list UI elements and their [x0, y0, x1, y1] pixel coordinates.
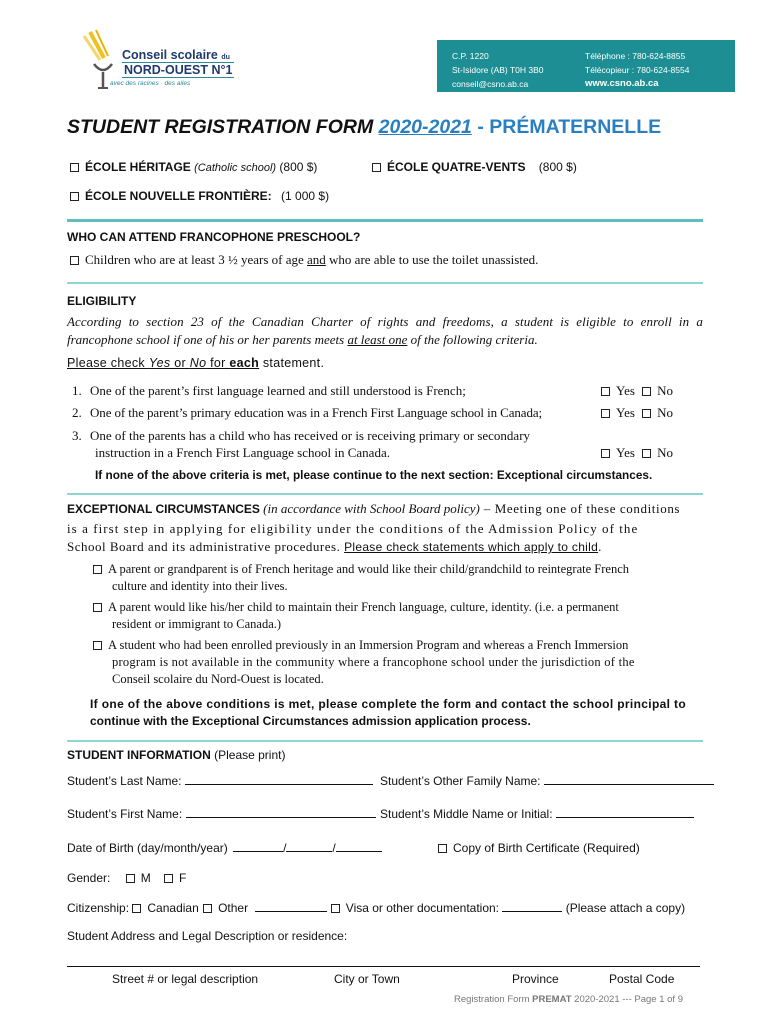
attach-note: (Please attach a copy) — [565, 901, 686, 915]
who-text-end: who are able to use the toilet unassisted. — [325, 252, 539, 267]
field-label: Citizenship: — [67, 901, 130, 915]
exceptional-text: – Meeting one of these conditions — [479, 501, 681, 516]
phone: Téléphone : 780-624-8855 — [585, 51, 686, 61]
criterion-number: 1. — [72, 383, 82, 398]
yes-checkbox[interactable] — [601, 409, 610, 418]
item-text: A parent would like his/her child to maintain their French language, culture, identity. (i.e. a permanent — [108, 600, 619, 614]
gender-m-checkbox[interactable] — [126, 874, 135, 883]
note-line2: continue with the Exceptional Circumstances admission application process. — [90, 714, 531, 728]
criterion-1-yes-no[interactable] — [601, 383, 673, 399]
exceptional-text: School Board and its administrative procedures. — [67, 539, 345, 554]
birth-certificate-option[interactable] — [438, 841, 640, 855]
exceptional-item-2[interactable] — [93, 599, 619, 633]
divider — [67, 282, 703, 284]
criterion-2-yes-no[interactable] — [601, 405, 673, 421]
school-name: ÉCOLE HÉRITAGE — [85, 160, 191, 174]
first-name-input[interactable] — [186, 817, 376, 818]
checkbox[interactable] — [372, 163, 381, 172]
yes-label: Yes — [616, 445, 635, 460]
form-title — [67, 116, 661, 139]
last-name-field[interactable] — [67, 774, 373, 788]
contact-band — [437, 40, 735, 92]
note-line1: If one of the above conditions is met, please complete the form and contact the school principal to — [90, 697, 687, 711]
no-checkbox[interactable] — [642, 449, 651, 458]
instruction-text: Please check Yes or No for each — [67, 356, 260, 370]
address-col-province: Province — [512, 972, 559, 986]
checkbox[interactable] — [93, 565, 102, 574]
no-label: No — [657, 445, 674, 460]
yes-checkbox[interactable] — [601, 387, 610, 396]
criterion-text: One of the parent’s first language learned and still understood is French; — [90, 383, 466, 398]
criterion-number: 3. — [72, 428, 82, 443]
no-checkbox[interactable] — [642, 387, 651, 396]
school-option-quatre-vents[interactable] — [372, 160, 577, 174]
logo-tagline: avec des racines · des ailes — [110, 80, 191, 87]
checkbox[interactable] — [93, 603, 102, 612]
exceptional-intro-line1 — [67, 501, 680, 517]
checkbox[interactable] — [93, 641, 102, 650]
field-label: Copy of Birth Certificate (Required) — [453, 841, 640, 855]
item-text: program is not available in the community where a francophone school under the jurisdiction of the — [112, 655, 635, 669]
student-heading-note: (Please print) — [210, 748, 286, 762]
item-text: A parent or grandparent is of French heritage and would like their child/grandchild to reintegrate French — [108, 562, 630, 576]
exceptional-item-1[interactable] — [93, 561, 629, 595]
field-label: Student’s Other Family Name: — [380, 774, 541, 788]
criterion-3-yes-no[interactable] — [601, 445, 673, 461]
yes-checkbox[interactable] — [601, 449, 610, 458]
gender-m-label: M — [140, 871, 151, 885]
item-text: A student who had been enrolled previously in an Immersion Program and whereas a French Immersion — [108, 638, 629, 652]
visa-input[interactable] — [502, 911, 562, 912]
divider — [67, 740, 703, 742]
logo-name-line2: NORD-OUEST N°1 — [124, 63, 233, 77]
other-family-name-input[interactable] — [544, 784, 714, 785]
checkbox[interactable] — [438, 844, 447, 853]
other-checkbox[interactable] — [203, 904, 212, 913]
no-label: No — [657, 405, 674, 420]
contact-phones — [585, 49, 689, 91]
other-citizenship-input[interactable] — [255, 911, 327, 912]
gender-f-checkbox[interactable] — [164, 874, 173, 883]
po-box: C.P. 1220 — [452, 51, 489, 61]
address-col-city: City or Town — [334, 972, 400, 986]
divider — [67, 493, 703, 495]
who-and: and — [307, 252, 326, 267]
field-label: Student’s First Name: — [67, 807, 183, 821]
field-label: Date of Birth (day/month/year) — [67, 841, 228, 855]
address-col-postal: Postal Code — [609, 972, 675, 986]
checkbox[interactable] — [70, 256, 79, 265]
no-checkbox[interactable] — [642, 409, 651, 418]
gender-f-label: F — [179, 871, 187, 885]
exceptional-instruction: Please check statements which apply to child — [344, 540, 599, 554]
exceptional-policy: (in accordance with School Board policy) — [259, 501, 480, 516]
fax: Télécopieur : 780-624-8554 — [585, 65, 690, 75]
logo-name-line1: Conseil scolaire du — [122, 48, 230, 62]
student-heading — [67, 748, 285, 762]
eligibility-instruction: Please check Yes or No for each statement. — [67, 356, 325, 370]
exceptional-note — [90, 696, 686, 730]
item-text: Conseil scolaire du Nord-Ouest is located. — [112, 672, 324, 686]
other-label: Other — [218, 901, 249, 915]
website-link[interactable]: www.csno.ab.ca — [585, 78, 659, 89]
school-option-nouvelle-frontiere[interactable] — [70, 189, 329, 203]
criterion-3 — [72, 428, 530, 444]
footer-page: 2020-2021 --- Page 1 of 9 — [571, 994, 683, 1005]
who-criteria[interactable] — [70, 252, 538, 268]
logo-graphic — [70, 28, 130, 100]
field-label: Student’s Middle Name or Initial: — [380, 807, 553, 821]
item-text: resident or immigrant to Canada.) — [112, 617, 282, 631]
gender-field — [67, 871, 186, 885]
criterion-text: One of the parents has a child who has received or is receiving primary or secondary — [90, 428, 531, 443]
canadian-checkbox[interactable] — [132, 904, 141, 913]
first-name-field[interactable] — [67, 807, 376, 821]
no-label: No — [657, 383, 674, 398]
citizenship-field — [67, 901, 685, 915]
visa-label: Visa or other documentation: — [345, 901, 500, 915]
dob-day-input[interactable] — [233, 851, 283, 852]
who-text: Children who are at least 3 ½ years of age — [85, 252, 308, 267]
eligibility-intro-line1: According to section 23 of the Canadian Charter of rights and freedoms, a student is eligible to enroll in a — [67, 314, 703, 329]
title-year: 2020-2021 — [378, 116, 472, 138]
date-of-birth-field[interactable]: Date of Birth (day/month/year) / / — [67, 841, 382, 855]
email-link[interactable]: conseil@csno.ab.ca — [452, 79, 529, 89]
board-logo — [70, 28, 240, 100]
city-postal: St-Isidore (AB) T0H 3B0 — [452, 65, 544, 75]
contact-address — [452, 49, 544, 91]
dob-month-input[interactable] — [286, 851, 332, 852]
visa-checkbox[interactable] — [331, 904, 340, 913]
school-name: ÉCOLE NOUVELLE FRONTIÈRE: — [85, 189, 272, 203]
last-name-input[interactable] — [185, 784, 373, 785]
canadian-label: Canadian — [147, 901, 199, 915]
checkbox[interactable] — [70, 192, 79, 201]
field-label: Student’s Last Name: — [67, 774, 182, 788]
school-option-heritage[interactable] — [70, 160, 317, 174]
exceptional-heading: EXCEPTIONAL CIRCUMSTANCES — [67, 502, 260, 516]
criterion-3-line2: instruction in a French First Language school in Canada. — [95, 445, 390, 460]
criterion-2 — [72, 405, 542, 421]
criterion-number: 2. — [72, 405, 82, 420]
intro-text: francophone school if one of his or her parents meets — [67, 332, 348, 347]
other-family-name-field[interactable] — [380, 774, 714, 788]
school-fee: (800 $) — [538, 160, 577, 174]
address-col-street: Street # or legal description — [112, 972, 259, 986]
title-main: STUDENT REGISTRATION FORM — [67, 116, 374, 138]
yes-label: Yes — [616, 383, 635, 398]
middle-name-field[interactable] — [380, 807, 694, 821]
title-program: - PRÉMATERNELLE — [477, 116, 662, 138]
footer-text: Registration Form — [454, 994, 533, 1005]
checkbox[interactable] — [70, 163, 79, 172]
intro-text-end: of the following criteria. — [407, 332, 538, 347]
school-fee: (1 000 $) — [281, 189, 330, 203]
school-fee: (800 $) — [279, 160, 318, 174]
intro-underline: at least one — [347, 332, 408, 347]
student-heading-text: STUDENT INFORMATION — [67, 748, 211, 762]
who-heading: WHO CAN ATTEND FRANCOPHONE PRESCHOOL? — [67, 230, 361, 244]
footer-code: PREMAT — [532, 994, 572, 1005]
school-name: ÉCOLE QUATRE-VENTS — [387, 160, 526, 174]
eligibility-intro-line2 — [67, 332, 538, 348]
address-input-line[interactable] — [67, 966, 700, 967]
criterion-text: One of the parent’s primary education was in a French First Language school in Canada; — [90, 405, 543, 420]
field-label: Gender: — [67, 871, 111, 885]
eligibility-heading: ELIGIBILITY — [67, 294, 137, 308]
exceptional-item-3[interactable] — [93, 637, 635, 688]
yes-label: Yes — [616, 405, 635, 420]
eligibility-note: If none of the above criteria is met, please continue to the next section: Exceptional circumstances. — [95, 468, 653, 482]
address-label: Student Address and Legal Description or residence: — [67, 929, 348, 943]
divider — [67, 219, 703, 222]
dob-year-input[interactable] — [336, 851, 382, 852]
page-footer — [454, 994, 683, 1005]
school-note: (Catholic school) — [194, 162, 277, 174]
exceptional-intro-line3: School Board and its administrative procedures. Please check statements which apply to child. — [67, 539, 602, 554]
item-text: culture and identity into their lives. — [112, 579, 288, 593]
exceptional-intro-line2: is a first step in applying for eligibility under the conditions of the Admission Policy of the — [67, 521, 639, 536]
criterion-1 — [72, 383, 466, 399]
middle-name-input[interactable] — [556, 817, 694, 818]
